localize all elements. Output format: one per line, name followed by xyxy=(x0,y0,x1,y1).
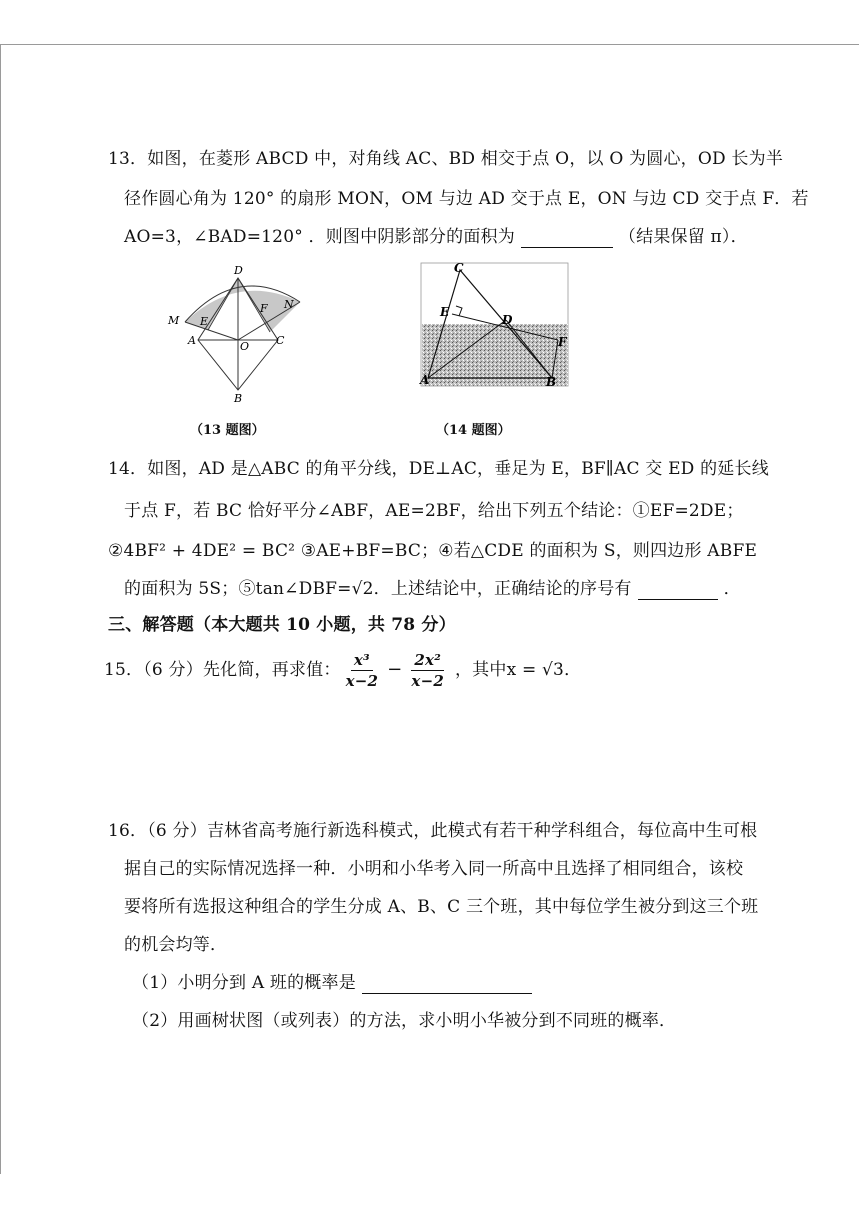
figure-14-label-d: D xyxy=(502,313,513,327)
figure-14-label-b: B xyxy=(546,375,557,389)
q13-line-1: 13．如图，在菱形 ABCD 中，对角线 AC、BD 相交于点 O，以 O 为圆心，OD 长为半 xyxy=(108,149,784,169)
q15-fraction-2-denominator: x−2 xyxy=(411,671,444,690)
q14-answer-blank[interactable] xyxy=(638,599,718,600)
figure-13-label-b: B xyxy=(234,392,243,405)
figure-13-label-n: N xyxy=(284,298,294,311)
q14-line-3: ②4BF² + 4DE² = BC² ③AE+BF=BC；④若△CDE 的面积为 S，则四边形 ABFE xyxy=(108,541,758,561)
q16-line-3: 要将所有选报这种组合的学生分成 A、B、C 三个班，其中每位学生被分到这三个班 xyxy=(124,897,759,917)
q16-line-2: 据自己的实际情况选择一种．小明和小华考入同一所高中且选择了相同组合，该校 xyxy=(124,859,744,879)
q16-line-4: 的机会均等． xyxy=(124,935,228,955)
q13-answer-blank[interactable] xyxy=(521,247,613,248)
figure-13-label-m: M xyxy=(168,314,180,327)
q13-line-3 xyxy=(124,226,748,248)
q14-line-2: 于点 F，若 BC 恰好平分∠ABF，AE=2BF，给出下列五个结论：①EF=2DE； xyxy=(124,501,744,521)
q15-fraction-2 xyxy=(408,651,447,690)
q13-line-3-tail: （结果保留 π）． xyxy=(618,227,748,247)
q15-prefix: 15．（6 分）先化简，再求值： xyxy=(104,660,341,680)
figure-13-label-e: E xyxy=(200,315,209,328)
figure-13-label-c: C xyxy=(276,334,285,347)
q15-line xyxy=(104,648,581,692)
q16-line-1: 16．（6 分）吉林省高考施行新选科模式，此模式有若干种学科组合，每位高中生可根 xyxy=(108,821,758,841)
q13-line-3-text: AO=3，∠BAD=120° ．则图中阴影部分的面积为 xyxy=(124,227,515,247)
q15-fraction-1-denominator: x−2 xyxy=(345,671,379,690)
q15-fraction-2-numerator: 2x² xyxy=(411,651,444,671)
figure-14-label-c: C xyxy=(454,261,464,275)
q16-sub-1 xyxy=(132,972,538,994)
q15-suffix: ，其中x = √3． xyxy=(454,660,582,680)
figure-14-triangle-diagram xyxy=(420,262,570,388)
q15-minus-sign: − xyxy=(387,659,403,680)
q14-line-4 xyxy=(124,578,741,600)
figure-13-caption: （13 题图） xyxy=(190,423,265,438)
q14-line-4-tail: ． xyxy=(723,579,741,599)
q14-line-4-text: 的面积为 5S；⑤tan∠DBF=√2．上述结论中，正确结论的序号有 xyxy=(124,579,632,599)
q15-fraction-1-numerator: x³ xyxy=(351,651,373,671)
figure-13-rhombus-diagram xyxy=(150,262,320,412)
figure-14-label-e: E xyxy=(440,305,450,319)
q15-fraction-1 xyxy=(343,651,382,690)
q14-line-1: 14．如图，AD 是△ABC 的角平分线，DE⊥AC，垂足为 E，BF∥AC 交 ED 的延长线 xyxy=(108,459,769,479)
page-border xyxy=(0,44,859,1174)
q13-line-2: 径作圆心角为 120° 的扇形 MON，OM 与边 AD 交于点 E，ON 与边 CD 交于点 F．若 xyxy=(124,189,809,209)
figure-14-right-angle-mark xyxy=(456,306,462,316)
figure-14-label-f: F xyxy=(558,335,567,349)
figure-13-label-d: D xyxy=(234,264,243,277)
figure-13-label-o: O xyxy=(240,340,250,353)
figure-14-caption: （14 题图） xyxy=(436,423,511,438)
figure-13-label-f: F xyxy=(260,302,268,315)
figure-14-label-a: A xyxy=(420,373,430,387)
q16-answer-blank[interactable] xyxy=(362,993,532,994)
q16-sub-1-text: （1）小明分到 A 班的概率是 xyxy=(132,973,356,993)
figure-13-label-a: A xyxy=(188,334,196,347)
section-3-title: 三、解答题（本大题共 10 小题，共 78 分） xyxy=(108,615,456,635)
q16-sub-2: （2）用画树状图（或列表）的方法，求小明小华被分到不同班的概率． xyxy=(132,1011,677,1031)
